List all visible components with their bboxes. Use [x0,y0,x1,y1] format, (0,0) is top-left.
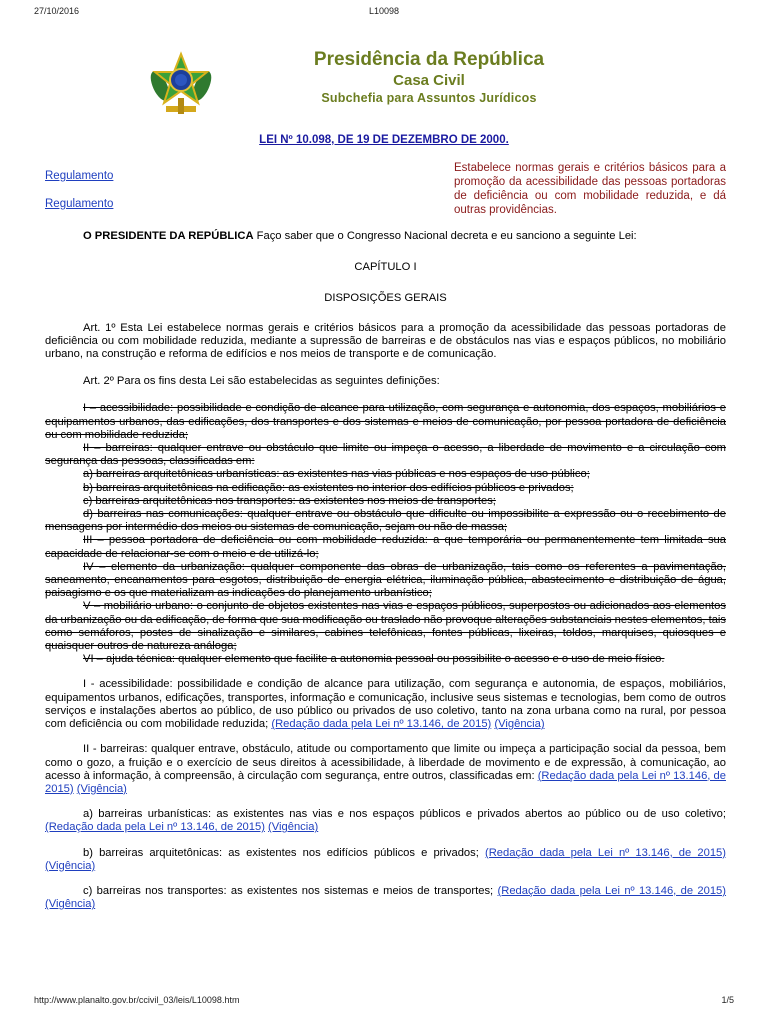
vigencia-link[interactable]: (Vigência) [494,718,545,731]
revoked-item: a) barreiras arquitetônicas urbanísticas: as existentes nas vias públicas e nos espaços de uso público; [83,468,590,481]
header-presidencia: Presidência da República [313,49,545,70]
definition-text: I - acessibilidade: possibilidade e condição de alcance para utilização, com segurança e autonomia, de espaços, mobiliários, equipamentos urbanos, edificações, transportes, informação e comunicação, inclusive seus sistemas e tecnologias, bem como de outros serviços e instalações abertos ao público, de uso público ou privados de uso coletivo, tanto na zona urbana como na rural, por pessoa com deficiência ou com mobilidade reduzida; [45,678,726,731]
definition-barreiras-transportes [45,885,726,911]
print-page-number: 1/5 [721,995,734,1005]
definition-acessibilidade [45,678,726,731]
regulamento-link-2[interactable]: Regulamento [45,198,114,210]
vigencia-link[interactable]: (Vigência) [45,859,96,872]
institution-header [220,48,638,107]
definition-barreiras [45,743,726,796]
revoked-definitions [45,402,726,666]
law-summary: Estabelece normas gerais e critérios básicos para a promoção da acessibilidade das pessoas portadoras de deficiência ou com mobilidade reduzida, e dá outras providências. [454,162,726,216]
print-url: http://www.planalto.gov.br/ccivil_03/leis/L10098.htm [34,995,240,1005]
header-casa-civil: Casa Civil [393,72,465,89]
definition-text: a) barreiras urbanísticas: as existentes nas vias e nos espaços públicos e privados abertos ao público ou de uso coletivo; [83,808,726,821]
revoked-item: d) barreiras nas comunicações: qualquer entrave ou obstáculo que dificulte ou impossibilite a expressão ou o recebimento de mensagens por intermédio dos meios ou sistemas de comunicação, sejam ou não de massa; [45,508,726,534]
revoked-item: c) barreiras arquitetônicas nos transportes: as existentes nos meios de transportes; [83,494,496,507]
preamble-president: O PRESIDENTE DA REPÚBLICA [83,230,254,242]
print-footer [34,995,734,1009]
revoked-item: III – pessoa portadora de deficiência ou com mobilidade reduzida: a que temporária ou permanentemente tem limitada sua capacidade de relacionar-se com o meio e de utilizá-lo; [45,534,726,560]
print-title: L10098 [368,6,400,16]
article-2-intro: Art. 2º Para os fins desta Lei são estabelecidas as seguintes definições: [83,375,440,388]
definition-text: b) barreiras arquitetônicas: as existentes nos edifícios públicos e privados; [83,846,479,859]
revoked-item: b) barreiras arquitetônicas na edificação: as existentes no interior dos edifícios públicos e privados; [83,481,574,494]
regulamento-link-1[interactable]: Regulamento [45,170,114,182]
definition-text: c) barreiras nos transportes: as existentes nos sistemas e meios de transportes; [83,884,494,897]
chapter-heading: CAPÍTULO I [354,261,417,274]
chapter-title: DISPOSIÇÕES GERAIS [324,292,447,305]
amendment-link[interactable]: (Redação dada pela Lei nº 13.146, de 2015) [271,718,492,731]
law-title[interactable]: LEI Nº 10.098, DE 19 DE DEZEMBRO DE 2000. [259,134,509,146]
amendment-link[interactable]: (Redação dada pela Lei nº 13.146, de 2015) [45,821,265,834]
definition-barreiras-arquitetonicas [45,847,726,873]
definition-barreiras-urbanisticas [45,808,726,834]
definition-text: II - barreiras: qualquer entrave, obstáculo, atitude ou comportamento que limite ou impeça a participação social da pessoa, bem como o gozo, a fruição e o exercício de seus direitos à acessibilidade, à liberdade de movimento e de expressão, à comunicação, ao acesso à informação, à compreensão, à circulação com segurança, entre outros, classificadas em: [45,743,726,782]
header-subchefia: Subchefia para Assuntos Jurídicos [321,91,537,105]
revoked-item: II – barreiras: qualquer entrave ou obstáculo que limite ou impeça o acesso, a liberdade de movimento e a circulação com segurança das pessoas, classificadas em: [45,442,726,468]
vigencia-link[interactable]: (Vigência) [76,782,127,795]
print-header [34,6,734,20]
amendment-link[interactable]: (Redação dada pela Lei nº 13.146, de 2015) [484,846,726,859]
preamble-text: Faço saber que o Congresso Nacional decreta e eu sanciono a seguinte Lei: [253,230,637,242]
revoked-item: V – mobiliário urbano: o conjunto de objetos existentes nas vias e espaços públicos, superpostos ou adicionados aos elementos da urbanização ou da edificação, de forma que sua modificação ou traslado não provoque alterações substanciais nestes elementos, tais como semáforos, postes de sinalização e similares, cabines telefônicas, fontes públicas, lixeiras, toldos, marquises, quiosques e quaisquer outros de natureza análoga; [45,600,726,653]
revoked-item: VI – ajuda técnica: qualquer elemento que facilite a autonomia pessoal ou possibilite o acesso e o uso de meio físico. [83,653,665,666]
amendment-link[interactable]: (Redação dada pela Lei nº 13.146, de 2015) [497,884,727,897]
law-body [45,230,726,911]
print-date: 27/10/2016 [34,6,80,16]
brazil-coat-of-arms-icon [148,50,214,120]
revoked-item: I – acessibilidade: possibilidade e condição de alcance para utilização, com segurança e autonomia, dos espaços, mobiliários e equipamentos urbanos, das edificações, dos transportes e dos sistemas e meios de comunicação, por pessoa portadora de deficiência ou com mobilidade reduzida; [45,402,726,441]
article-1: Art. 1º Esta Lei estabelece normas gerais e critérios básicos para a promoção da acessibilidade das pessoas portadoras de deficiência ou com mobilidade reduzida, mediante a supressão de barreiras e de obstáculos nas vias e espaços públicos, no mobiliário urbano, na construção e reforma de edifícios e nos meios de transporte e de comunicação. [45,321,726,361]
vigencia-link[interactable]: (Vigência) [45,898,96,911]
revoked-item: IV – elemento da urbanização: qualquer componente das obras de urbanização, tais como os referentes a pavimentação, saneamento, encanamentos para esgotos, distribuição de energia elétrica, iluminação pública, abastecimento e distribuição de água, paisagismo e os que materializam as indicações do planejamento urbanístico; [45,560,726,600]
vigencia-link[interactable]: (Vigência) [268,821,319,834]
amendment-link[interactable]: (Redação dada pela Lei nº 13.146, de 2015) [45,769,726,795]
preamble [45,230,726,243]
